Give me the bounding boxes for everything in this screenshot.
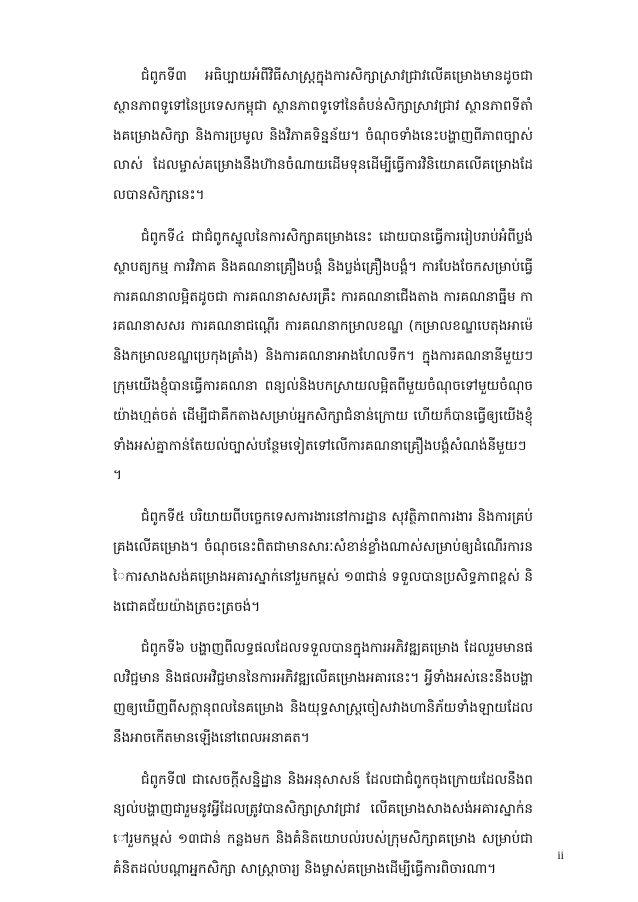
paragraph-chapter-6: ជំពូកទី៦ បង្ហាញពីលទ្ធផលដែលទទួលបានក្នុងការអភិវឌ្ឍគម្រោង ដែលរួមមានផលវិជ្ជមាន និងផលអវិជ្ជមាននៃការអភិវឌ្ឍលើគម្រោងអគារនេះ។ អ្វីទាំងអស់នេះនឹងបង្ហាញឲ្យឃើញពីសក្ដានុពលនៃគម្រោង និងយុទ្ធសាស្ត្រចៀសវាងហានិភ័យទាំងឡាយដែលនឹងអាចកើតមានឡើងនៅពេលអនាគត។ xyxy=(113,640,533,746)
paragraph-chapter-4: ជំពូកទី៤ ជាជំពូកស្នូលនៃការសិក្សាគម្រោងនេះ ដោយបានធ្វើការរៀបរាប់អំពីប្លង់ស្ថាបត្យកម្ម ការវិភាគ និងគណនាគ្រឿងបង្គំ និងប្លង់គ្រឿងបង្គំ។ ការបែងចែកសម្រាប់ធ្វើការគណនាលម្អិតដូចជា ការគណនាសសរគ្រឹះ ការគណនាជើងតាង ការគណនាធ្នឹម ការគណនាសសរ ការគណនាជណ្ដើរ ការគណនាកម្រាលខណ្ឌ (កម្រាលខណ្ឌបេតុងអាម៉េ និងកម្រាលខណ្ឌប្រេកុងគ្រាំង) និងការគណនាអាងហែលទឹក។ ក្នុងការគណនានីមួយៗ ក្រុមយើងខ្ញុំបានធ្វើការគណនា ពន្យល់និងបកស្រាយលម្អិតពីមួយចំណុចទៅមួយចំណុចយ៉ាងហ្មត់ចត់ ដើម្បីជាគឹកតាងសម្រាប់អ្នកសិក្សាជំនាន់ក្រោយ ហើយក៏បានធ្វើឲ្យយើងខ្ញុំទាំងអស់គ្នាកាន់តែយល់ច្បាស់បន្ថែមទៀតទៅលើការគណនាគ្រឿងបង្គំសំណង់នីមួយៗ។ xyxy=(113,228,533,484)
paragraph-chapter-5: ជំពូកទី៥ បរិយាយពីបច្ចេកទេសការងារនៅការដ្ឋាន សុវត្ថិភាពការងារ និងការគ្រប់គ្រងលើគម្រោង។ ចំណុចនេះពិតជាមានសារៈសំខាន់ខ្លាំងណាស់សម្រាប់ឲ្យដំណើរការនៃការសាងសង់គម្រោងអគារស្នាក់នៅរួមកម្ពស់ ១៣ជាន់ ទទួលបានប្រសិទ្ធភាពខ្ពស់ និងជោគជ័យយ៉ាងត្រចះត្រចង់។ xyxy=(113,509,533,615)
paragraph-chapter-3: ជំពូកទី៣ អធិប្បាយអំពីវិធីសាស្ត្រក្នុងការសិក្សាស្រាវជ្រាវលើគម្រោងមានដូចជា ស្ថានភាពទូទៅនៃប្រទេសកម្ពុជា ស្ថានភាពទូទៅនៃតំបន់សិក្សាស្រាវជ្រាវ ស្ថានភាពទីតាំងគម្រោងសិក្សា និងការប្រមូល និងវិភាគទិន្នន័យ។ ចំណុចទាំងនេះបង្ហាញពីភាពច្បាស់លាស់ ដែលម្ចាស់គម្រោងនឹងហ៊ានចំណាយដើមទុនដើម្បីធ្វើការវិនិយោគលើគម្រោងដែលបានសិក្សានេះ។ xyxy=(113,68,533,204)
paragraph-chapter-7: ជំពូកទី៧ ជាសេចក្ដីសន្និដ្ឋាន និងអនុសាសន៍ ដែលជាជំពូកចុងក្រោយដែលនឹងពន្យល់បង្ហាញជារួមនូវអ្វីដែលត្រូវបានសិក្សាស្រាវជ្រាវ លើគម្រោងសាងសង់អគារស្នាក់នៅរួមកម្ពស់ ១៣ជាន់ កន្លងមក និងគំនិតយោបល់របស់ក្រុមសិក្សាគម្រោង សម្រាប់ជាគំនិតដល់បណ្ដាអ្នកសិក្សា សាស្ត្រាចារ្យ និងម្ចាស់គម្រោងដើម្បីធ្វើការពិចារណា។ xyxy=(113,771,533,877)
page-number: ii xyxy=(557,848,564,862)
body-text xyxy=(113,62,533,897)
